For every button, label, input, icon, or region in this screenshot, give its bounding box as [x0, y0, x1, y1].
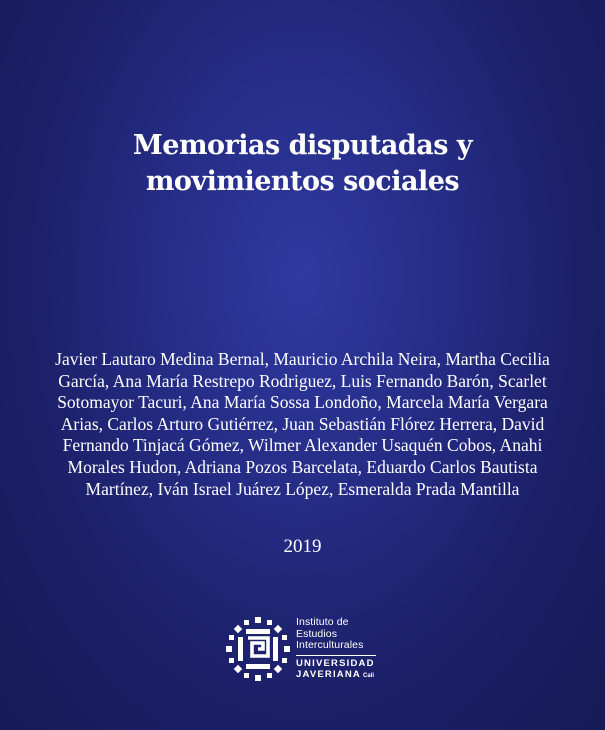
- university-line-1: UNIVERSIDAD: [296, 657, 375, 669]
- publisher-name: [296, 617, 376, 682]
- university-name: JAVERIANA: [296, 668, 361, 680]
- authors-list: Javier Lautaro Medina Bernal, Mauricio Archila Neira, Martha Cecilia García, Ana María Restrepo Rodriguez, Luis Fernando Barón, Scarlet Sotomayor Tacuri, Ana María Sossa Londoño, Marcela María Vergara Arias, Carlos Arturo Gutiérrez, Juan Sebastián Flórez Herrera, David Fernando Tinjacá Gómez, Wilmer Alexander Usaquén Cobos, Anahi Morales Hudon, Adriana Pozos Barcelata, Eduardo Carlos Bautista Martínez, Iván Israel Juárez López, Esmeralda Prada Mantilla: [55, 349, 550, 499]
- institute-line-1: Instituto de: [296, 616, 349, 628]
- book-title: [0, 128, 605, 200]
- institute-line-3: Interculturales: [296, 639, 364, 651]
- institute-line-2: Estudios: [296, 627, 338, 640]
- title-line-1: Memorias disputadas y: [132, 130, 473, 161]
- logo-divider: [296, 655, 376, 656]
- publication-year: 2019: [283, 536, 322, 557]
- intercultural-spiral-logo-icon: [226, 617, 290, 681]
- publisher-logo: [226, 617, 376, 682]
- title-line-2: movimientos sociales: [145, 166, 460, 197]
- university-line-2: [296, 669, 376, 682]
- university-city: Cali: [363, 672, 375, 679]
